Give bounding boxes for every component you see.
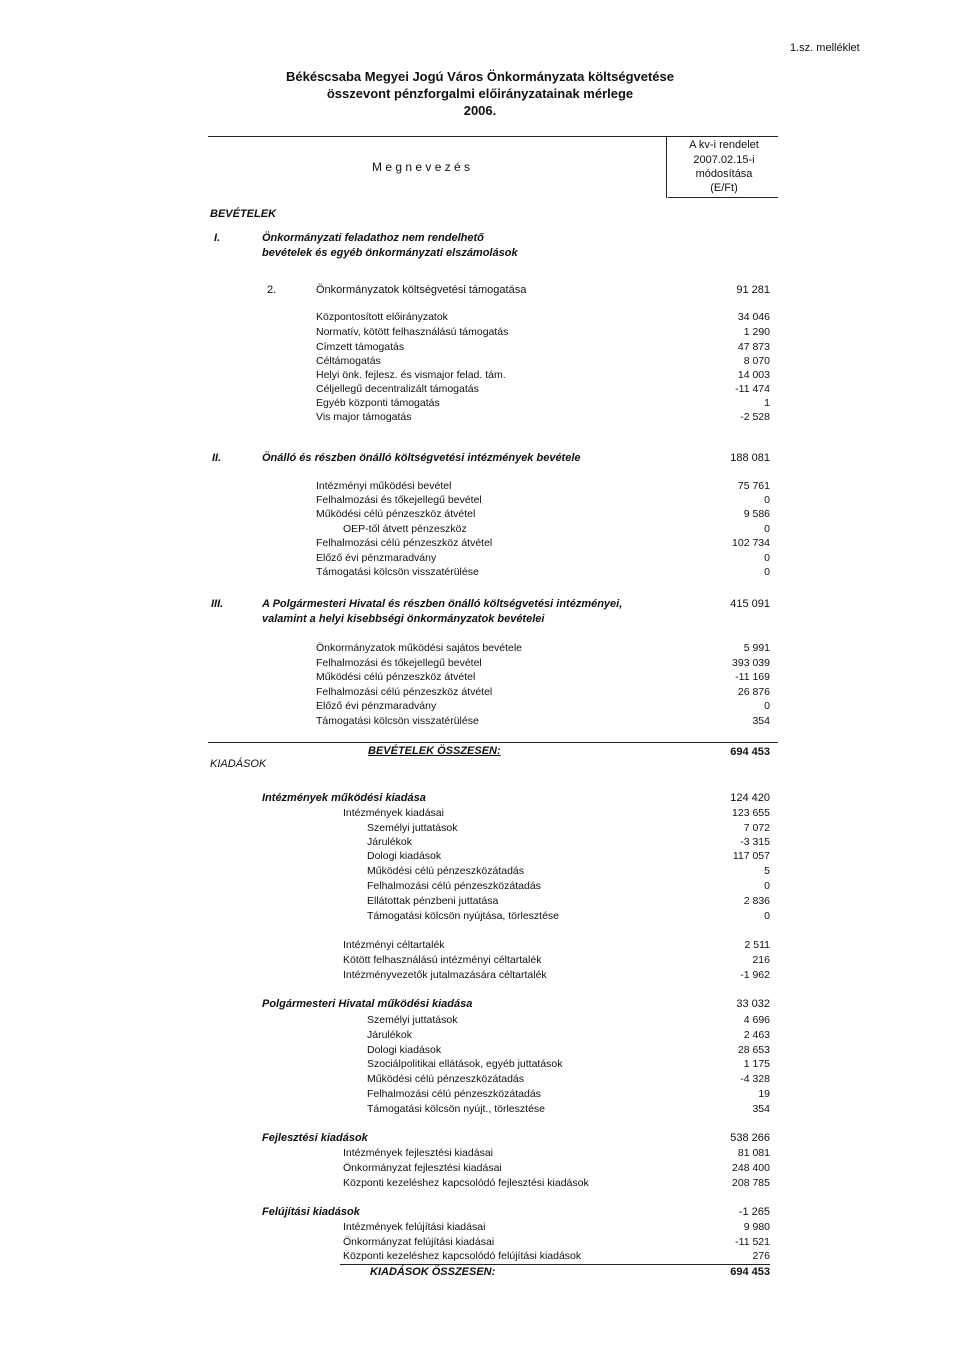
- revenue-total-label: BEVÉTELEK ÖSSZESEN:: [368, 745, 501, 757]
- section-2-value: 188 081: [730, 452, 770, 464]
- row-value: 5 991: [743, 642, 770, 654]
- group-4-title: Felújítási kiadások: [262, 1206, 360, 1218]
- row-label: Felhalmozási és tőkejellegű bevétel: [316, 657, 482, 669]
- row-value: -3 315: [740, 836, 770, 848]
- row-label: Járulékok: [367, 1029, 412, 1041]
- row-label: Dologi kiadások: [367, 850, 442, 862]
- header-col-line-1: A kv-i rendelet: [689, 139, 759, 151]
- row-value: 2 511: [744, 939, 770, 951]
- section-3-value: 415 091: [730, 598, 770, 610]
- row-label: Felhalmozási célú pénzeszköz átvétel: [316, 537, 493, 549]
- row-label: Normatív, kötött felhasználású támogatás: [316, 326, 509, 338]
- revenue-total-rule: [208, 742, 778, 743]
- section-3-title-2: valamint a helyi kisebbségi önkormányzatok bevételei: [262, 613, 545, 625]
- row-label: Céltámogatás: [316, 355, 381, 367]
- group-1-value: 124 420: [730, 792, 770, 804]
- row-value: 216: [752, 954, 770, 966]
- row-label: Támogatási kölcsön visszatérülése: [316, 566, 479, 578]
- row-value: 0: [764, 880, 770, 892]
- row-label: Önkormányzat fejlesztési kiadásai: [343, 1162, 502, 1174]
- row-label: Egyéb központi támogatás: [316, 397, 440, 409]
- row-label: Vis major támogatás: [316, 411, 412, 423]
- row-label: Központi kezeléshez kapcsolódó fejlesztési kiadások: [343, 1177, 589, 1189]
- row-value: 0: [764, 566, 770, 578]
- header-name-label: M e g n e v e z é s: [372, 160, 471, 174]
- row-value: 0: [764, 523, 770, 535]
- row-label: Ellátottak pénzbeni juttatása: [367, 895, 499, 907]
- row-value: 26 876: [737, 686, 770, 698]
- row-value: 19: [758, 1088, 770, 1100]
- row-label: Felhalmozási célú pénzeszköz átvétel: [316, 686, 493, 698]
- row-value: 276: [752, 1250, 770, 1262]
- row-value: 7 072: [743, 822, 770, 834]
- row-value: 393 039: [732, 657, 770, 669]
- group-3-value: 538 266: [730, 1132, 770, 1144]
- header-col-divider: [666, 136, 667, 198]
- revenues-heading: BEVÉTELEK: [210, 208, 277, 220]
- row-value: 14 003: [737, 369, 770, 381]
- section-1-title-1: Önkormányzati feladathoz nem rendelhető: [262, 232, 484, 244]
- row-label: Előző évi pénzmaradvány: [316, 700, 437, 712]
- row-label: Működési célú pénzeszköz átvétel: [316, 671, 476, 683]
- row-label: Működési célú pénzeszköz átvétel: [316, 508, 476, 520]
- row-label: Intézményi céltartalék: [343, 939, 445, 951]
- row-value: 81 081: [737, 1147, 770, 1159]
- header-bottom-rule: [668, 197, 778, 198]
- row-value: 47 873: [737, 341, 770, 353]
- group-2-value: 33 032: [736, 998, 770, 1010]
- row-value: 1 290: [743, 326, 770, 338]
- row-value: 8 070: [743, 355, 770, 367]
- row-label: Személyi juttatások: [367, 1014, 458, 1026]
- row-value: 248 400: [732, 1162, 770, 1174]
- row-value: 117 057: [732, 850, 770, 862]
- section-3-title-1: A Polgármesteri Hivatal és részben önálló költségvetési intézményei,: [262, 598, 623, 610]
- group-1-title: Intézmények működési kiadása: [262, 792, 426, 804]
- row-label: Címzett támogatás: [316, 341, 405, 353]
- row-value: 208 785: [732, 1177, 770, 1189]
- row-label: Intézmények kiadásai: [343, 807, 444, 819]
- row-value: 2 463: [743, 1029, 770, 1041]
- expenditure-total-rule: [340, 1264, 770, 1265]
- row-value: 354: [752, 715, 770, 727]
- row-label: Kötött felhasználású intézményi céltartalék: [343, 954, 542, 966]
- row-label: Járulékok: [367, 836, 412, 848]
- row-label: Támogatási kölcsön nyújtása, törlesztése: [367, 910, 560, 922]
- row-value: 102 734: [732, 537, 770, 549]
- row-label: Intézményvezetők jutalmazására céltartalék: [343, 969, 547, 981]
- row-value: 5: [764, 865, 770, 877]
- row-value: 354: [752, 1103, 770, 1115]
- row-label: Céljellegű decentralizált támogatás: [316, 383, 479, 395]
- row-label: Szociálpolitikai ellátások, egyéb juttatások: [367, 1058, 563, 1070]
- row-value: 1 175: [743, 1058, 770, 1070]
- row-value: 0: [764, 494, 770, 506]
- section-1-sub-title: Önkormányzatok költségvetési támogatása: [316, 284, 527, 296]
- title-line-3: 2006.: [463, 103, 497, 118]
- group-3-title: Fejlesztési kiadások: [262, 1132, 368, 1144]
- section-1-sub-number: 2.: [267, 284, 277, 296]
- row-label: Felhalmozási célú pénzeszközátadás: [367, 880, 541, 892]
- row-label: Intézmények fejlesztési kiadásai: [343, 1147, 493, 1159]
- revenue-total-value: 694 453: [730, 746, 770, 758]
- row-value: -4 328: [740, 1073, 770, 1085]
- title-line-2: összevont pénzforgalmi előirányzatainak mérlege: [326, 86, 634, 101]
- row-value: 123 655: [732, 807, 770, 819]
- row-label: Központosított előirányzatok: [316, 311, 448, 323]
- row-label: Személyi juttatások: [367, 822, 458, 834]
- section-3-number: III.: [211, 598, 224, 610]
- row-label: Működési célú pénzeszközátadás: [367, 1073, 525, 1085]
- row-label: Felhalmozási célú pénzeszközátadás: [367, 1088, 541, 1100]
- row-value: -11 521: [735, 1236, 770, 1248]
- row-value: 2 836: [743, 895, 770, 907]
- row-value: -2 528: [740, 411, 770, 423]
- row-value: 0: [764, 910, 770, 922]
- row-value: 4 696: [743, 1014, 770, 1026]
- row-value: 9 586: [743, 508, 770, 520]
- row-value: 75 761: [737, 480, 770, 492]
- row-label: Intézményi működési bevétel: [316, 480, 452, 492]
- row-label: Támogatási kölcsön visszatérülése: [316, 715, 479, 727]
- row-value: -11 169: [735, 671, 770, 683]
- row-value: 0: [764, 552, 770, 564]
- title-line-1: Békéscsaba Megyei Jogú Város Önkormányzata költségvetése: [285, 69, 674, 84]
- row-label: Helyi önk. fejlesz. és vismajor felad. tám.: [316, 369, 506, 381]
- expenditure-total-value: 694 453: [730, 1266, 770, 1278]
- row-label: Támogatási kölcsön nyújt., törlesztése: [367, 1103, 545, 1115]
- section-1-number: I.: [214, 232, 221, 244]
- row-label: Központi kezeléshez kapcsolódó felújítási kiadások: [343, 1250, 582, 1262]
- row-value: 0: [764, 700, 770, 712]
- row-label: Önkormányzatok működési sajátos bevétele: [316, 642, 523, 654]
- row-value: -11 474: [735, 383, 770, 395]
- section-2-number: II.: [212, 452, 222, 464]
- expenditures-heading: KIADÁSOK: [210, 758, 267, 770]
- row-label: Önkormányzat felújítási kiadásai: [343, 1236, 495, 1248]
- row-value: 9 980: [743, 1221, 770, 1233]
- row-label: OEP-től átvett pénzeszköz: [343, 523, 467, 535]
- group-4-value: -1 265: [738, 1206, 770, 1218]
- row-label: Intézmények felújítási kiadásai: [343, 1221, 486, 1233]
- section-1-title-2: bevételek és egyéb önkormányzati elszámolások: [262, 247, 518, 259]
- row-label: Működési célú pénzeszközátadás: [367, 865, 525, 877]
- header-col-line-4: (E/Ft): [710, 182, 738, 194]
- section-1-sub-value: 91 281: [736, 284, 770, 296]
- header-col-line-2: 2007.02.15-i: [693, 154, 755, 166]
- row-value: -1 962: [740, 969, 770, 981]
- row-value: 34 046: [737, 311, 770, 323]
- group-2-title: Polgármesteri Hivatal működési kiadása: [262, 998, 473, 1010]
- expenditure-total-label: KIADÁSOK ÖSSZESEN:: [370, 1266, 496, 1278]
- row-label: Előző évi pénzmaradvány: [316, 552, 437, 564]
- row-value: 1: [764, 397, 770, 409]
- section-2-title: Önálló és részben önálló költségvetési intézmények bevétele: [262, 452, 581, 464]
- header-top-rule: [208, 136, 778, 137]
- row-value: 28 653: [737, 1044, 770, 1056]
- row-label: Dologi kiadások: [367, 1044, 442, 1056]
- annex-label: 1.sz. melléklet: [790, 42, 860, 54]
- header-col-line-3: módosítása: [695, 168, 753, 180]
- row-label: Felhalmozási és tőkejellegű bevétel: [316, 494, 482, 506]
